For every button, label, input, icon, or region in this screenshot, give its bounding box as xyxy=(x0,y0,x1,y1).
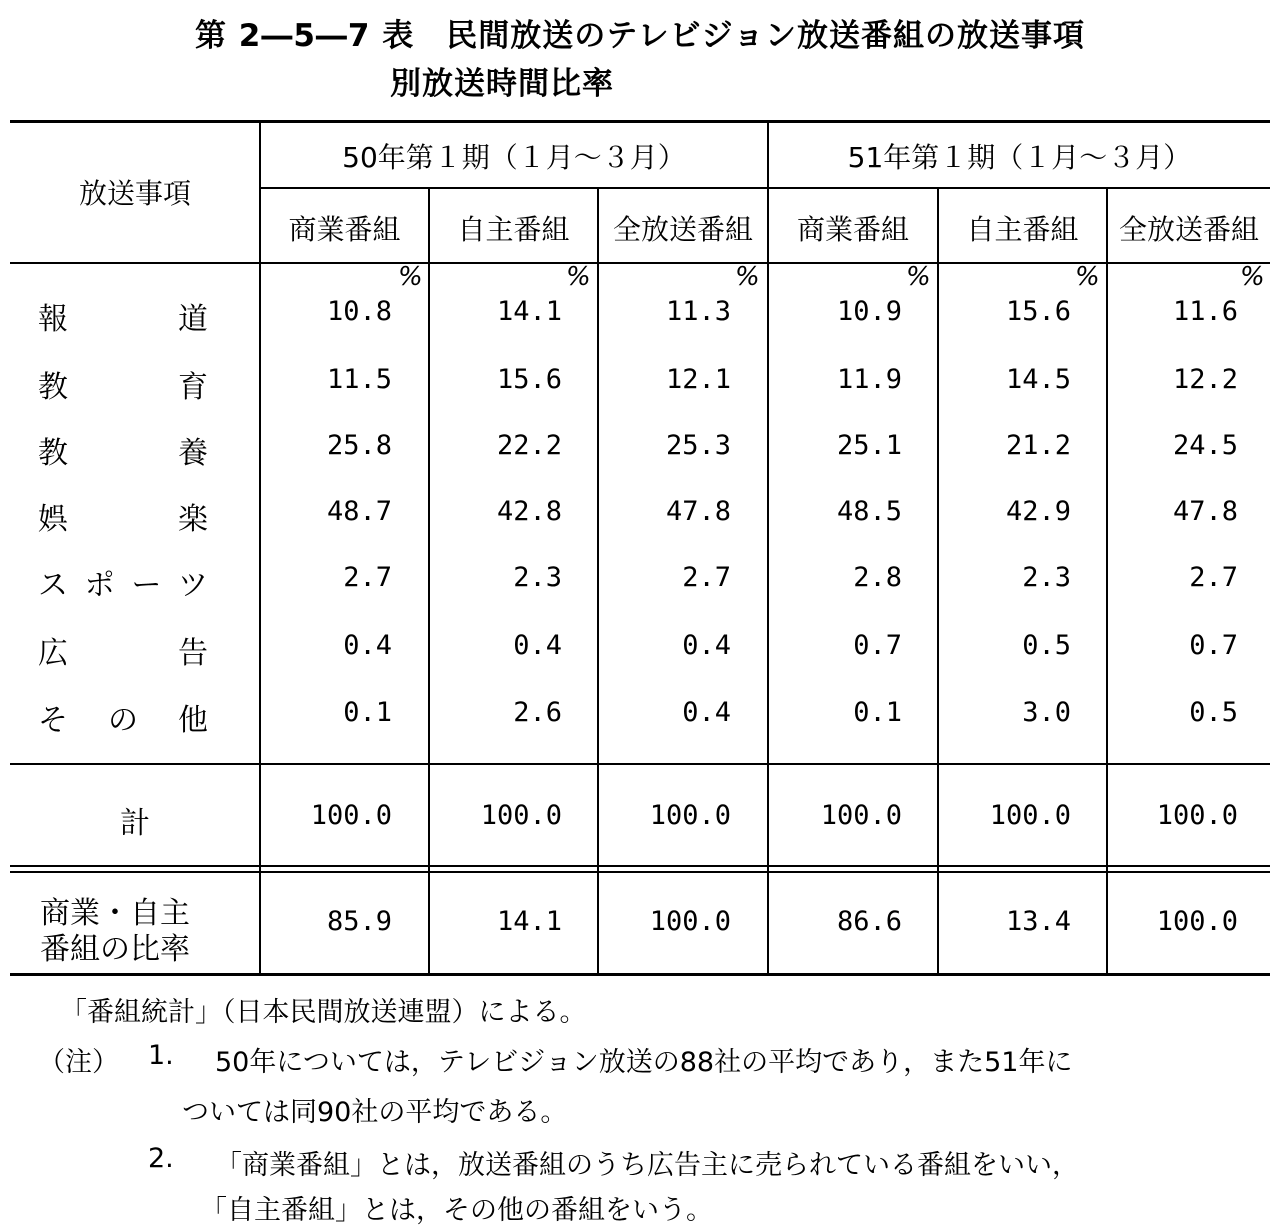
table-cell: 12.2 xyxy=(1172,364,1238,395)
table-cell: 25.3 xyxy=(665,430,731,461)
table-cell: 0.4 xyxy=(513,630,562,661)
table-cell: 22.2 xyxy=(496,430,562,461)
col-divider-label xyxy=(259,120,261,975)
row-label xyxy=(38,695,208,739)
table-cell: 14.1 xyxy=(496,296,562,327)
col-divider xyxy=(428,188,430,975)
rule-bottom xyxy=(10,973,1270,976)
row-label-char: 教 xyxy=(38,436,68,471)
unit-percent: % xyxy=(906,262,931,292)
table-cell: 2.8 xyxy=(853,562,902,593)
rule-after-total-1 xyxy=(10,865,1270,867)
table-cell: 25.1 xyxy=(836,430,902,461)
table-cell: 21.2 xyxy=(1005,430,1071,461)
total-label: 計 xyxy=(120,806,150,841)
table-cell: 2.7 xyxy=(1189,562,1238,593)
total-cell: 100.0 xyxy=(1156,800,1238,831)
column-header: 全放送番組 xyxy=(1118,213,1259,246)
table-cell: 11.3 xyxy=(665,296,731,327)
ratio-cell: 86.6 xyxy=(836,906,902,937)
table-cell: 15.6 xyxy=(1005,296,1071,327)
title-line-1: 第 2―5―7 表 民間放送のテレビジョン放送番組の放送事項 xyxy=(195,18,1086,54)
row-label-char: の xyxy=(108,703,138,738)
row-header-label: 放送事項 xyxy=(78,177,191,210)
table-cell: 0.7 xyxy=(853,630,902,661)
table-cell: 0.4 xyxy=(682,697,731,728)
table-cell: 11.9 xyxy=(836,364,902,395)
period-header-50: 50年第１期（１月～３月） xyxy=(342,141,686,174)
ratio-cell: 14.1 xyxy=(496,906,562,937)
table-cell: 3.0 xyxy=(1022,697,1071,728)
table-cell: 10.9 xyxy=(836,296,902,327)
row-label xyxy=(38,628,208,672)
row-label xyxy=(38,294,208,338)
col-divider xyxy=(597,188,599,975)
table-cell: 2.3 xyxy=(1022,562,1071,593)
rule-after-total-2 xyxy=(10,871,1270,873)
note-2-line-1: 「商業番組」とは，放送番組のうち広告主に売られている番組をいい， xyxy=(215,1150,1079,1181)
row-label-char: ス xyxy=(38,568,68,603)
unit-percent: % xyxy=(566,262,591,292)
table-cell: 48.7 xyxy=(326,496,392,527)
col-divider-period xyxy=(767,120,769,975)
ratio-cell: 85.9 xyxy=(326,906,392,937)
table-cell: 0.7 xyxy=(1189,630,1238,661)
table-cell: 10.8 xyxy=(326,296,392,327)
row-label-char: そ xyxy=(38,703,68,738)
table-cell: 15.6 xyxy=(496,364,562,395)
note-2-number: 2. xyxy=(148,1143,174,1174)
table-cell: 47.8 xyxy=(665,496,731,527)
table-cell: 2.6 xyxy=(513,697,562,728)
title-line-2: 別放送時間比率 xyxy=(390,66,614,102)
table-cell: 11.6 xyxy=(1172,296,1238,327)
row-label xyxy=(38,560,208,604)
row-label-char: 育 xyxy=(178,370,208,405)
ratio-cell: 13.4 xyxy=(1005,906,1071,937)
col-divider xyxy=(937,188,939,975)
table-cell: 2.7 xyxy=(682,562,731,593)
row-label-char: 他 xyxy=(178,703,208,738)
row-label-char: 娯 xyxy=(38,502,68,537)
rule-period-sub xyxy=(260,187,1270,189)
note-1-line-1: 50年については，テレビジョン放送の88社の平均であり，また51年に xyxy=(215,1047,1073,1078)
table-cell: 0.5 xyxy=(1022,630,1071,661)
row-label-char: ツ xyxy=(177,568,208,603)
table-cell: 2.3 xyxy=(513,562,562,593)
total-cell: 100.0 xyxy=(820,800,902,831)
unit-percent: % xyxy=(1075,262,1100,292)
total-cell: 100.0 xyxy=(649,800,731,831)
row-label-char: 道 xyxy=(178,302,208,337)
row-label xyxy=(38,494,208,538)
note-1-number: 1. xyxy=(148,1040,174,1071)
row-label-char: 報 xyxy=(38,302,68,337)
unit-percent: % xyxy=(735,262,760,292)
table-cell: 0.1 xyxy=(343,697,392,728)
table-cell: 0.5 xyxy=(1189,697,1238,728)
table-cell: 0.4 xyxy=(343,630,392,661)
row-label-char: 教 xyxy=(38,370,68,405)
column-header: 全放送番組 xyxy=(612,213,753,246)
ratio-label-line: 商業・自主 xyxy=(40,896,190,931)
row-label-char: 広 xyxy=(38,636,68,671)
table-cell: 42.8 xyxy=(496,496,562,527)
rule-top xyxy=(10,120,1270,123)
row-label xyxy=(38,428,208,472)
row-label-char: 告 xyxy=(178,636,208,671)
table-cell: 14.5 xyxy=(1005,364,1071,395)
ratio-label-line: 番組の比率 xyxy=(40,932,190,967)
table-cell: 25.8 xyxy=(326,430,392,461)
table-cell: 2.7 xyxy=(343,562,392,593)
period-header-51: 51年第１期（１月～３月） xyxy=(847,141,1192,174)
total-cell: 100.0 xyxy=(310,800,392,831)
rule-before-total xyxy=(10,763,1270,765)
row-label-char: ー xyxy=(131,568,162,603)
table-cell: 48.5 xyxy=(836,496,902,527)
row-label-char: ポ xyxy=(84,568,115,603)
col-divider xyxy=(1106,188,1108,975)
column-header: 商業番組 xyxy=(288,213,401,246)
table-cell: 24.5 xyxy=(1172,430,1238,461)
total-cell: 100.0 xyxy=(480,800,562,831)
note-1-line-2: ついては同90社の平均である。 xyxy=(182,1097,568,1128)
column-header: 商業番組 xyxy=(796,213,909,246)
table-cell: 11.5 xyxy=(326,364,392,395)
row-label xyxy=(38,362,208,406)
note-label: （注） xyxy=(38,1047,119,1078)
column-header: 自主番組 xyxy=(457,213,570,246)
table-cell: 42.9 xyxy=(1005,496,1071,527)
column-header: 自主番組 xyxy=(966,213,1079,246)
row-label-char: 楽 xyxy=(178,502,208,537)
table-cell: 0.1 xyxy=(853,697,902,728)
table-title xyxy=(195,12,1085,108)
total-cell: 100.0 xyxy=(989,800,1071,831)
unit-percent: % xyxy=(398,262,423,292)
ratio-cell: 100.0 xyxy=(649,906,731,937)
table-cell: 12.1 xyxy=(665,364,731,395)
note-2-line-2: 「自主番組」とは，その他の番組をいう。 xyxy=(200,1195,713,1226)
source-note: 「番組統計」（日本民間放送連盟）による。 xyxy=(60,997,587,1028)
table-cell: 47.8 xyxy=(1172,496,1238,527)
row-label-char: 養 xyxy=(178,436,208,471)
table-cell: 0.4 xyxy=(682,630,731,661)
ratio-cell: 100.0 xyxy=(1156,906,1238,937)
unit-percent: % xyxy=(1240,262,1265,292)
